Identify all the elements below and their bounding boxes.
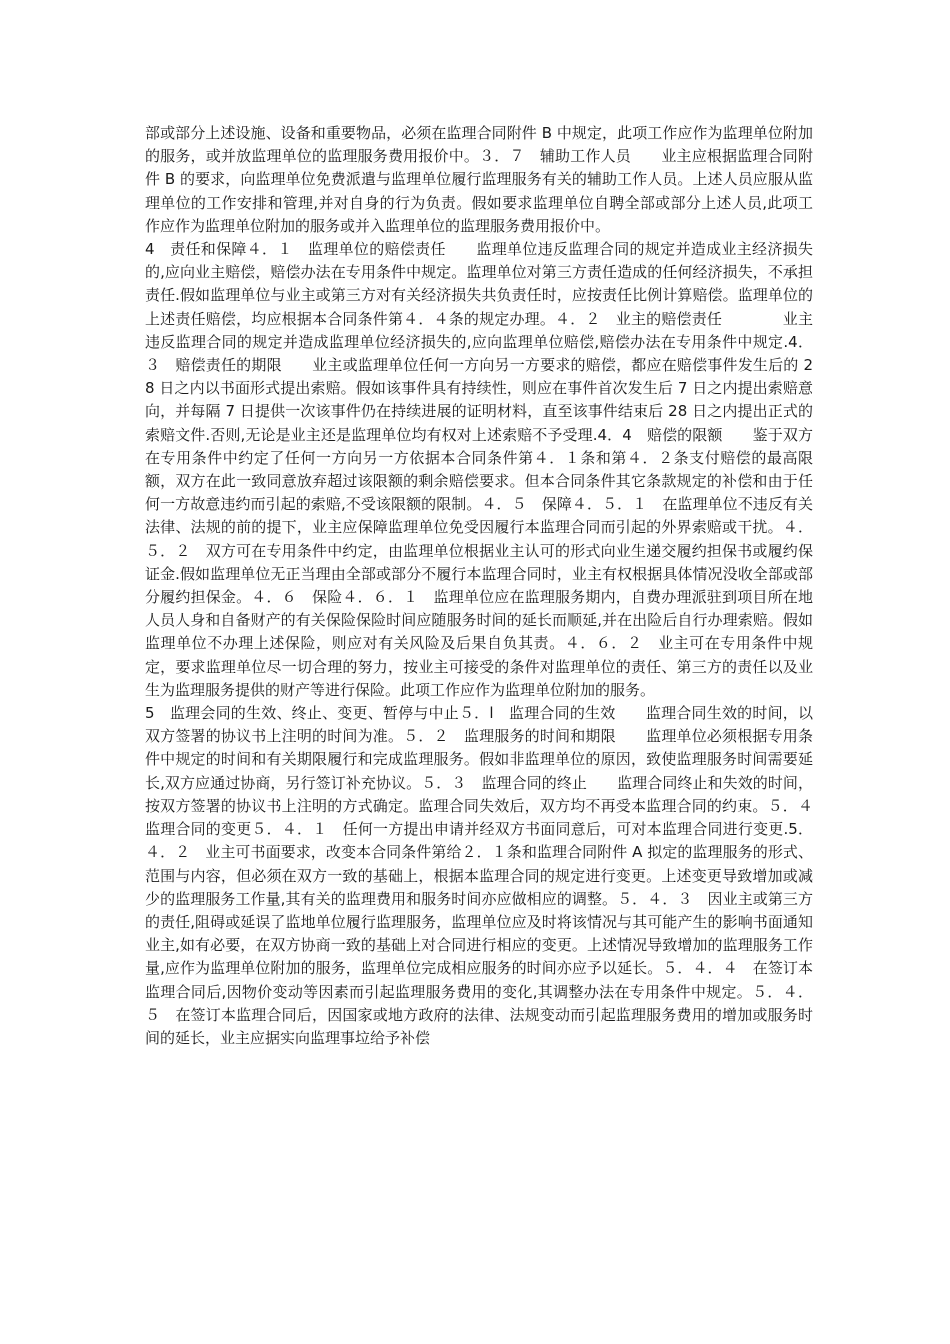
- paragraph-3-continued: 部或部分上述设施、设备和重要物品，必须在监理合同附件 B 中规定，此项工作应作为监理单位附加的服务，或并放监理单位的监理服务费用报价中。３．７ 辅助工作人员 业主应根据监理合同附件 B 的要求，向监理单位免费派遣与监理单位履行监理服务有关的辅助工作人员。上述人员应服从监理单位的工作安排和管理,并对自身的行为负责。假如要求监理单位自聘全部或部分上述人员,此项工作应作为监理单位附加的服务或并入监理单位的监理服务费用报价中。: [145, 124, 813, 235]
- paragraph-4-liability: 4 责任和保障４．１ 监理单位的赔偿责任 监理单位违反监理合同的规定并造成业主经济损失的,应向业主赔偿，赔偿办法在专用条件中规定。监理单位对第三方责任造成的任何经济损失，不承担责任.假如监理单位与业主或第三方对有关经济损失共负责任时，应按责任比例计算赔偿。监理单位的上述责任赔偿，均应根据本合同条件第４．４条的规定办理。４．２ 业主的赔偿责任 业主违反监理合同的规定并造成监理单位经济损失的,应向监理单位赔偿,赔偿办法在专用条件中规定.4．３ 赔偿责任的期限 业主或监理单位任何一方向另一方要求的赔偿，都应在赔偿事件发生后的 28 日之内以书面形式提出索赔。假如该事件具有持续性，则应在事件首次发生后 7 日之内提出索赔意向，并每隔 7 日提供一次该事件仍在持续进展的证明材料，直至该事件结束后 28 日之内提出正式的索赔文件.否则,无论是业主还是监理单位均有权对上述索赔不予受理.4．4 赔偿的限额 鉴于双方在专用条件中约定了任何一方向另一方依据本合同条件第４．１条和第４．２条支付赔偿的最高限额，双方在此一致同意放弃超过该限额的剩余赔偿要求。但本合同条件其它条款规定的补偿和由于任何一方故意违约而引起的索赔,不受该限额的限制。４．５ 保障４．５．１ 在监理单位不违反有关法律、法规的前的提下，业主应保障监理单位免受因履行本监理合同而引起的外界索赔或干扰。４．５．２ 双方可在专用条件中约定，由监理单位根据业主认可的形式向业生递交履约担保书或履约保证金.假如监理单位无正当理由全部或部分不履行本监理合同时，业主有权根据具体情况没收全部或部分履约担保金。４．６ 保险４．６．１ 监理单位应在监理服务期内，自费办理派驻到项目所在地人员人身和自备财产的有关保险保险时间应随服务时间的延长而顺延,并在出险后自行办理索赔。假如监理单位不办理上述保险，则应对有关风险及后果自负其责。４．６．２ 业主可在专用条件中规定，要求监理单位尽一切合理的努力，按业主可接受的条件对监理单位的责任、第三方的责任以及业生为监理服务提供的财产等进行保险。此项工作应作为监理单位附加的服务。: [145, 240, 813, 699]
- document-body: [145, 122, 829, 1050]
- paragraph-5-contract-validity: 5 监理会同的生效、终止、变更、暂停与中止５．l 监理合同的生效 监理合同生效的时间，以双方签署的协议书上注明的时间为准。５．２ 监理服务的时间和期限 监理单位必须根据专用条件中规定的时间和有关期限履行和完成监理服务。假如非监理单位的原因，致使监理服务时间需要延长,双方应通过协商，另行签订补充协议。５．３ 监理合同的终止 监理合同终止和失效的时间，按双方签署的协议书上注明的方式确定。监理合同失效后，双方均不再受本监理合同的约束。５．４ 监理合同的变更５．４．１ 任何一方提出申请并经双方书面同意后，可对本监理合同进行变更.5．４．２ 业主可书面要求，改变本合同条件第给２．１条和监理合同附件 A 拟定的监理服务的形式、范围与内容，但必须在双方一致的基础上，根据本监理合同的规定进行变更。上述变更导致增加或减少的监理服务工作量,其有关的监理费用和服务时间亦应做相应的调整。５．４．３ 因业主或第三方的责任,阻碍或延误了监地单位履行监理服务，监理单位应及时将该情况与其可能产生的影响书面通知业主,如有必要，在双方协商一致的基础上对合同进行相应的变更。上述情况导致增加的监理服务工作量,应作为监理单位附加的服务，监理单位完成相应服务的时间亦应予以延长。５．４．４ 在签订本监理合同后,因物价变动等因素而引起监理服务费用的变化,其调整办法在专用条件中规定。５．４．５ 在签订本监理合同后，因国家或地方政府的法律、法规变动而引起监理服务费用的增加或服务时间的延长，业主应据实向监理事垃给予补偿: [145, 704, 829, 1047]
